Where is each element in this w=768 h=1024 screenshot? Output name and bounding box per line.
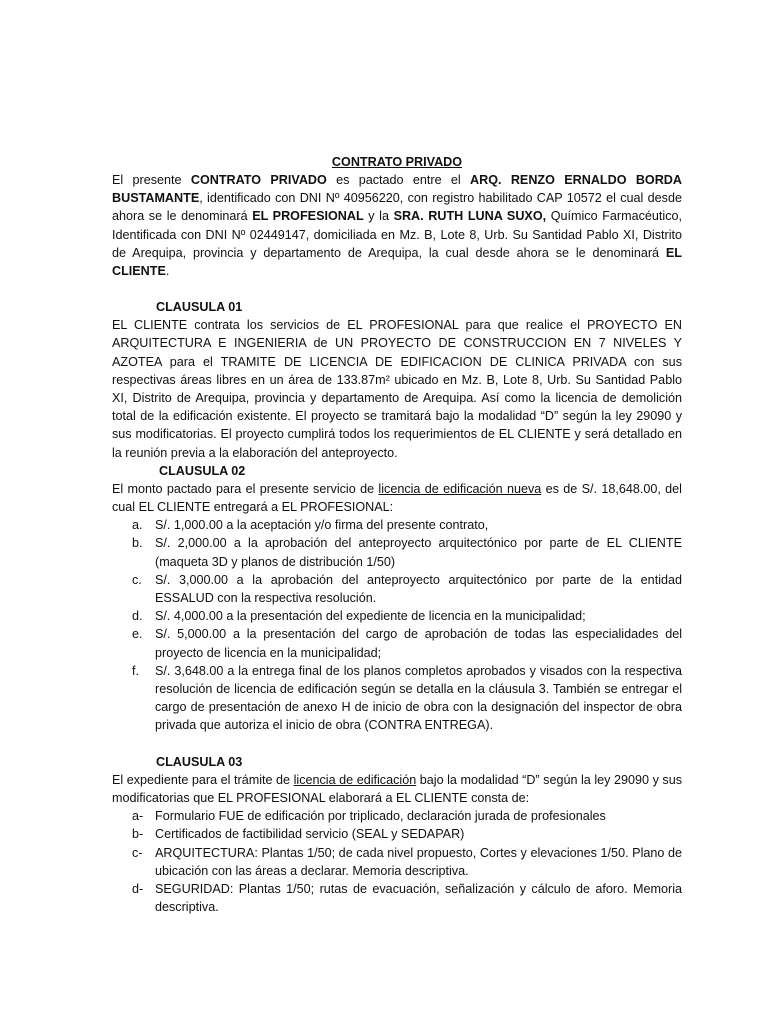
list-marker: b- <box>132 827 144 842</box>
list-item <box>112 625 682 661</box>
text-run: El presente <box>112 173 191 187</box>
list-item-text: S/. 3,648.00 a la entrega final de los planos completos aprobados y visados con la respectiva resolución de licencia de edificación según se detalla en la cláusula 3. También se entregar el cargo de presentación de anexo H de inicio de obra con la designación del inspector de obra privada que autoriza el inicio de obra (CONTRA ENTREGA). <box>155 663 682 733</box>
bold-text: ARQ. RENZO ERNALDO BORDA BUSTAMANTE <box>112 173 682 206</box>
clause-02-intro <box>112 480 682 516</box>
text-run: Químico Farmacéutico, Identificada con DNI Nº 02449147, domiciliada en Mz. B, Lote 8, Urb. Su Santidad Pablo XI, Distrito de Arequipa, provincia y departamento de Arequipa, la cual desde ahora se le denominará <box>112 209 682 260</box>
list-marker: d. <box>132 609 143 624</box>
text-run: y la <box>363 209 394 224</box>
list-item <box>112 807 682 825</box>
list-item-text: Certificados de factibilidad servicio (SEAL y SEDAPAR) <box>155 827 465 842</box>
clause-02-title: CLAUSULA 02 <box>159 463 246 478</box>
underlined-text: licencia de edificación <box>293 772 417 787</box>
list-item-text: S/. 4,000.00 a la presentación del expediente de licencia en la municipalidad; <box>155 609 586 624</box>
list-item <box>112 844 682 880</box>
list-item-text: S/. 5,000.00 a la presentación del cargo de aprobación de todas las especialidades del proyecto de licencia en la municipalidad; <box>155 627 682 660</box>
list-item <box>112 825 682 843</box>
list-item <box>112 516 682 534</box>
list-item <box>112 662 682 735</box>
list-item <box>112 534 682 570</box>
text-run: , identificado con DNI Nº 40956220, con registro habilitado CAP 10572 el cual desde ahora se le denominará <box>112 191 682 224</box>
contract-title: CONTRATO PRIVADO <box>331 155 463 169</box>
list-item-text: Formulario FUE de edificación por triplicado, declaración jurada de profesionales <box>155 809 606 824</box>
clause-02-payment-list <box>112 516 682 734</box>
list-marker: c- <box>132 845 143 860</box>
list-marker: b. <box>132 536 143 551</box>
bold-text: EL PROFESIONAL <box>252 209 364 224</box>
list-item-text: S/. 1,000.00 a la aceptación y/o firma del presente contrato, <box>155 518 489 533</box>
list-item <box>112 607 682 625</box>
list-marker: c. <box>132 572 142 587</box>
text-run: . <box>165 264 170 279</box>
list-item-text: SEGURIDAD: Plantas 1/50; rutas de evacuación, señalización y cálculo de aforo. Memoria descriptiva. <box>155 881 682 915</box>
list-marker: e. <box>132 627 143 642</box>
underlined-text: licencia de edificación nueva <box>378 481 542 496</box>
clause-01-title: CLAUSULA 01 <box>156 300 243 315</box>
list-item <box>112 571 682 607</box>
text-run: El monto pactado para el presente servicio de <box>112 481 379 496</box>
list-marker: a- <box>132 809 144 824</box>
list-item-text: S/. 3,000.00 a la aprobación del anteproyecto arquitectónico por parte de la entidad ESSALUD con la respectiva resolución. <box>155 572 682 606</box>
bold-text: SRA. RUTH LUNA SUXO, <box>393 209 547 224</box>
bold-text: CONTRATO PRIVADO <box>190 173 327 187</box>
list-marker: f. <box>132 663 139 678</box>
text-run: es de S/. 18,648.00, del cual EL CLIENTE entregará a EL PROFESIONAL: <box>112 481 682 515</box>
intro-paragraph <box>112 171 682 280</box>
bold-text: EL CLIENTE <box>112 245 682 279</box>
list-item-text: S/. 2,000.00 a la aprobación del anteproyecto arquitectónico por parte de EL CLIENTE (maqueta 3D y planos de distribución 1/50) <box>155 536 682 569</box>
text-run: El expediente para el trámite de <box>112 772 294 787</box>
list-item <box>112 880 682 916</box>
clause-03-document-list <box>112 807 682 916</box>
list-item-text: ARQUITECTURA: Plantas 1/50; de cada nivel propuesto, Cortes y elevaciones 1/50. Plano de ubicación con las áreas a declarar. Memoria descriptiva. <box>155 845 682 878</box>
text-run: bajo la modalidad “D” según la ley 29090 y sus modificatorias que EL PROFESIONAL elaborará a EL CLIENTE consta de: <box>112 772 683 805</box>
clause-03-intro <box>112 771 682 807</box>
list-marker: d- <box>132 881 144 896</box>
clause-01-body: EL CLIENTE contrata los servicios de EL PROFESIONAL para que realice el PROYECTO EN ARQUITECTURA E INGENIERIA de UN PROYECTO DE CONSTRUCCION EN 7 NIVELES Y AZOTEA para el TRAMITE DE LICENCIA DE EDIFICACION DE CLINICA PRIVADA con sus respectivas áreas libres en un área de 133.87m² ubicado en Mz. B, Lote 8, Urb. Su Santidad Pablo XI, Distrito de Arequipa, provincia y departamento de Arequipa. Así como la licencia de demolición total de la edificación existente. El proyecto se tramitará bajo la modalidad “D” según la ley 29090 y sus modificatorias. El proyecto cumplirá todos los requerimientos de EL CLIENTE y será detallado en la reunión previa a la elaboración del anteproyecto. <box>112 318 682 460</box>
text-run: es pactado entre el <box>326 173 471 187</box>
list-marker: a. <box>132 518 143 533</box>
clause-03-title: CLAUSULA 03 <box>156 754 243 769</box>
